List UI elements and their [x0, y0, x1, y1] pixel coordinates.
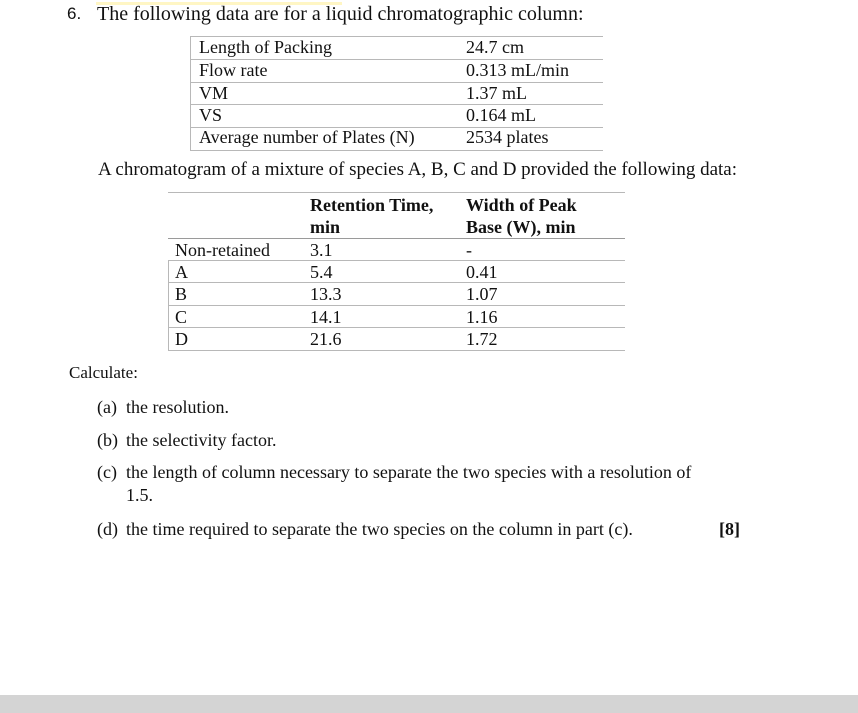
- part-label: (c): [97, 462, 117, 482]
- part-text: the time required to separate the two species on the column in part (c).: [126, 519, 633, 539]
- table-rule: [168, 260, 625, 261]
- question-text: The following data are for a liquid chromatographic column:: [97, 3, 584, 25]
- table-rule: [168, 238, 625, 239]
- table-rule: [168, 192, 625, 193]
- species-cell: C: [175, 307, 188, 327]
- row-value: 1.37 mL: [466, 83, 527, 103]
- width-cell: 1.07: [466, 284, 498, 304]
- row-label: VS: [199, 105, 223, 125]
- width-cell: 1.72: [466, 329, 498, 349]
- width-cell: 0.41: [466, 262, 498, 282]
- row-value: 24.7 cm: [466, 37, 524, 57]
- table-rule: [168, 327, 625, 328]
- row-value: 0.313 mL/min: [466, 60, 569, 80]
- header-retention-line2: min: [310, 217, 341, 237]
- table-rule: [190, 82, 603, 83]
- table-rule: [190, 104, 603, 105]
- part-text: the resolution.: [126, 397, 229, 417]
- species-cell: Non-retained: [175, 240, 270, 260]
- species-cell: B: [175, 284, 188, 304]
- header-width-line1: Width of Peak: [466, 195, 577, 215]
- part-text: the selectivity factor.: [126, 430, 277, 450]
- part-text: the length of column necessary to separate the two species with a resolution of: [126, 462, 692, 482]
- question-number: 6.: [67, 4, 82, 23]
- marks-badge: [8]: [719, 519, 740, 539]
- table-rule: [168, 350, 625, 351]
- retention-cell: 13.3: [310, 284, 342, 304]
- part-text-continued: 1.5.: [126, 485, 153, 505]
- intro-sentence: A chromatogram of a mixture of species A, B, C and D provided the following data:: [98, 159, 737, 180]
- row-value: 0.164 mL: [466, 105, 536, 125]
- row-value: 2534 plates: [466, 127, 549, 147]
- species-cell: A: [175, 262, 188, 282]
- header-width-line2: Base (W), min: [466, 217, 576, 237]
- row-label: Length of Packing: [199, 37, 332, 57]
- retention-cell: 21.6: [310, 329, 342, 349]
- header-retention-line1: Retention Time,: [310, 195, 434, 215]
- retention-cell: 5.4: [310, 262, 333, 282]
- row-label: Average number of Plates (N): [199, 127, 415, 147]
- retention-cell: 3.1: [310, 240, 333, 260]
- bottom-scrollbar-track[interactable]: [0, 695, 858, 713]
- table-rule: [190, 150, 603, 151]
- part-label: (b): [97, 430, 118, 450]
- table-rule: [168, 305, 625, 306]
- table-rule: [168, 282, 625, 283]
- table-left-border: [190, 36, 191, 150]
- part-label: (d): [97, 519, 118, 539]
- calculate-label: Calculate:: [69, 363, 138, 382]
- species-cell: D: [175, 329, 188, 349]
- width-cell: 1.16: [466, 307, 498, 327]
- row-label: Flow rate: [199, 60, 268, 80]
- width-cell: -: [466, 240, 472, 260]
- part-label: (a): [97, 397, 117, 417]
- row-label: VM: [199, 83, 229, 103]
- retention-cell: 14.1: [310, 307, 342, 327]
